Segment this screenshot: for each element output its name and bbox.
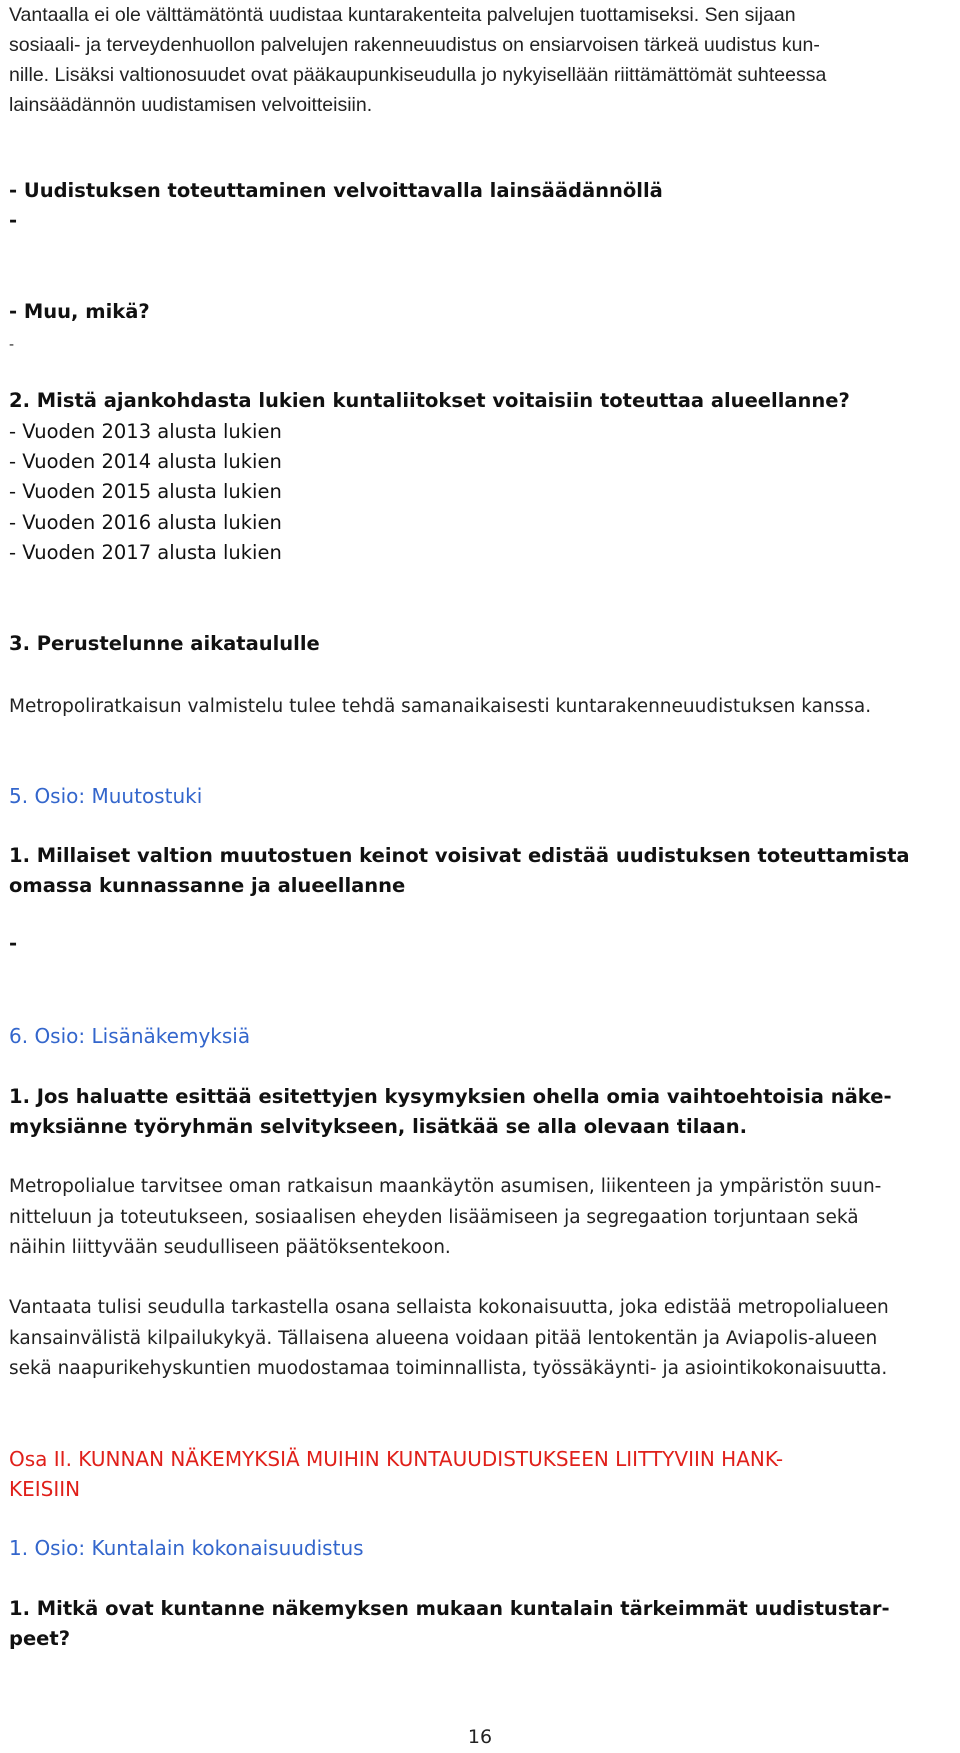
answer-line: sekä naapurikehyskuntien muodostamaa toiminnallista, työssäkäynti- ja asiointikokonaisuutta.	[9, 1358, 888, 1379]
section-6-heading: 6. Osio: Lisänäkemyksiä	[9, 1024, 251, 1048]
question-2: 2. Mistä ajankohdasta lukien kuntaliitokset voitaisiin toteuttaa alueellanne?	[9, 389, 850, 412]
question-1-1	[9, 1594, 954, 1654]
part-heading-line: KEISIIN	[9, 1477, 81, 1501]
question-5-1	[9, 841, 954, 901]
part-heading-line: Osa II. KUNNAN NÄKEMYKSIÄ MUIHIN KUNTAUUDISTUKSEEN LIITTYVIIN HANK-	[9, 1447, 784, 1471]
question-line: myksiänne työryhmän selvitykseen, lisätkää se alla olevaan tilaan.	[9, 1115, 747, 1138]
option-other: - Muu, mikä?	[9, 300, 150, 323]
answer-5-1: -	[9, 932, 18, 955]
answer-line: Metropolialue tarvitsee oman ratkaisun maankäytön asumisen, liikenteen ja ympäristön suun-	[9, 1176, 882, 1197]
year-option: - Vuoden 2015 alusta lukien	[9, 480, 282, 504]
question-6-1	[9, 1082, 954, 1142]
question-line: 1. Millaiset valtion muutostuen keinot voisivat edistää uudistuksen toteuttamista	[9, 844, 910, 867]
year-option: - Vuoden 2017 alusta lukien	[9, 540, 282, 564]
answer-line: Vantaata tulisi seudulla tarkastella osana sellaista kokonaisuutta, joka edistää metropolialueen	[9, 1297, 889, 1318]
intro-line: lainsäädännön uudistamisen velvoitteisiin.	[9, 94, 373, 116]
year-option: - Vuoden 2014 alusta lukien	[9, 450, 282, 474]
page-number: 16	[467, 1726, 493, 1748]
intro-line: sosiaali- ja terveydenhuollon palvelujen rakenneuudistus on ensiarvoisen tärkeä uudistus kun-	[9, 34, 820, 56]
section-1-heading: 1. Osio: Kuntalain kokonaisuudistus	[9, 1536, 364, 1560]
question-line: peet?	[9, 1627, 71, 1650]
option-legislation-answer: -	[9, 209, 18, 232]
answer-3: Metropoliratkaisun valmistelu tulee tehdä samanaikaisesti kuntarakenneuudistuksen kanssa.	[9, 696, 872, 717]
answer-line: näihin liittyvään seudulliseen päätöksentekoon.	[9, 1237, 451, 1258]
section-5-heading: 5. Osio: Muutostuki	[9, 784, 203, 808]
answer-6-paragraph-2	[9, 1293, 954, 1385]
year-options-list	[9, 417, 954, 568]
part-2-heading	[9, 1444, 954, 1504]
question-line: 1. Jos haluatte esittää esitettyjen kysymyksien ohella omia vaihtoehtoisia näke-	[9, 1085, 892, 1108]
intro-paragraph	[9, 0, 954, 120]
question-3: 3. Perustelunne aikataululle	[9, 632, 320, 655]
option-other-answer: -	[9, 337, 15, 353]
year-option: - Vuoden 2013 alusta lukien	[9, 420, 282, 443]
intro-line: Vantaalla ei ole välttämätöntä uudistaa kuntarakenteita palvelujen tuottamiseksi. Sen sijaan	[9, 4, 796, 26]
answer-line: nitteluun ja toteutukseen, sosiaalisen eheyden lisäämiseen ja segregaation torjuntaan sekä	[9, 1206, 859, 1228]
intro-line: nille. Lisäksi valtionosuudet ovat pääkaupunkiseudulla jo nykyisellään riittämättömät suhteessa	[9, 64, 827, 86]
option-legislation: - Uudistuksen toteuttaminen velvoittavalla lainsäädännöllä	[9, 179, 663, 202]
question-line: 1. Mitkä ovat kuntanne näkemyksen mukaan kuntalain tärkeimmät uudistustar-	[9, 1597, 890, 1620]
answer-6-paragraph-1	[9, 1172, 954, 1264]
question-line: omassa kunnassanne ja alueellanne	[9, 874, 406, 897]
year-option: - Vuoden 2016 alusta lukien	[9, 510, 282, 534]
answer-line: kansainvälistä kilpailukykyä. Tällaisena alueena voidaan pitää lentokentän ja Aviapolis-alueen	[9, 1327, 878, 1349]
